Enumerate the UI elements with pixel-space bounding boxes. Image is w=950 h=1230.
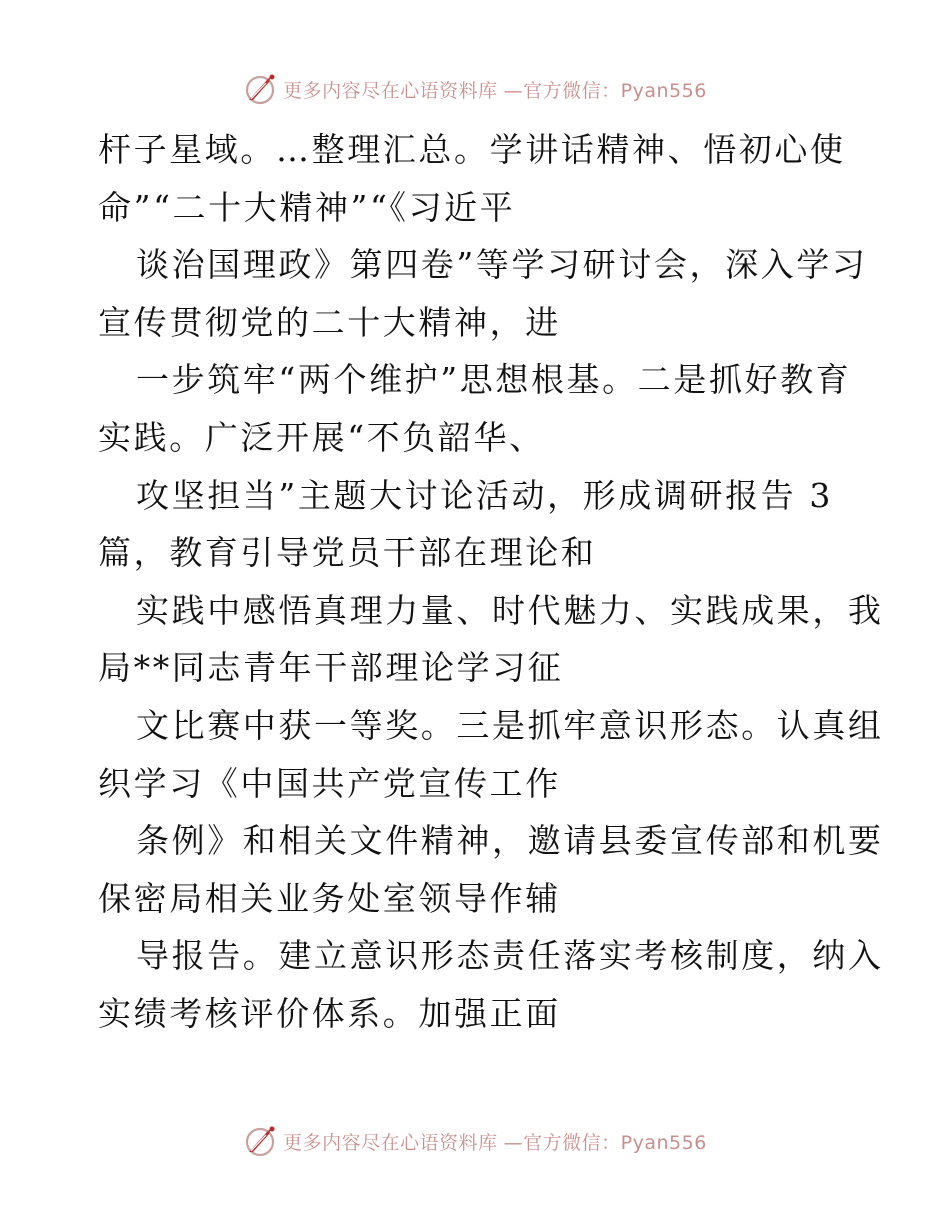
footer-watermark — [0, 1124, 950, 1158]
text-line: 攻坚担当”主题大讨论活动，形成调研报告 3 — [136, 475, 833, 515]
watermark-sub-text: —官方微信：Pyan556 — [503, 1131, 707, 1154]
text-line: 实绩考核评价体系。加强正面 — [98, 993, 561, 1033]
watermark-sub-text: —官方微信：Pyan556 — [503, 79, 707, 102]
text-line: 篇，教育引导党员干部在理论和 — [98, 533, 597, 573]
text-line: 实践中感悟真理力量、时代魅力、实践成果，我 — [136, 590, 884, 630]
quill-pen-logo-icon — [243, 72, 277, 106]
text-line: 宣传贯彻党的二十大精神，进 — [98, 302, 561, 342]
text-line: 文比赛中获一等奖。三是抓牢意识形态。认真组 — [136, 705, 884, 745]
watermark-main-text: 更多内容尽在心语资料库 — [283, 79, 498, 102]
text-line: 保密局相关业务处室领导作辅 — [98, 878, 561, 918]
text-line: 实践。广泛开展“不负韶华、 — [98, 417, 545, 457]
text-line: 导报告。建立意识形态责任落实考核制度，纳入 — [136, 936, 884, 976]
quill-pen-logo-icon — [243, 1124, 277, 1158]
document-body — [98, 121, 884, 1043]
text-line: 条例》和相关文件精神，邀请县委宣传部和机要 — [136, 821, 884, 861]
text-line: 杆子星域。…整理汇总。学讲话精神、悟初心使 — [98, 130, 846, 169]
text-line: 谈治国理政》第四卷”等学习研讨会，深入学习 — [136, 245, 868, 285]
header-watermark — [0, 72, 950, 106]
text-line: 一步筑牢“两个维护”思想根基。二是抓好教育 — [136, 360, 852, 400]
text-line: 局**同志青年干部理论学习征 — [98, 648, 564, 688]
text-line: 命”“二十大精神”“《习近平 — [98, 187, 516, 227]
watermark-main-text: 更多内容尽在心语资料库 — [283, 1131, 498, 1154]
text-line: 织学习《中国共产党宣传工作 — [98, 763, 561, 803]
